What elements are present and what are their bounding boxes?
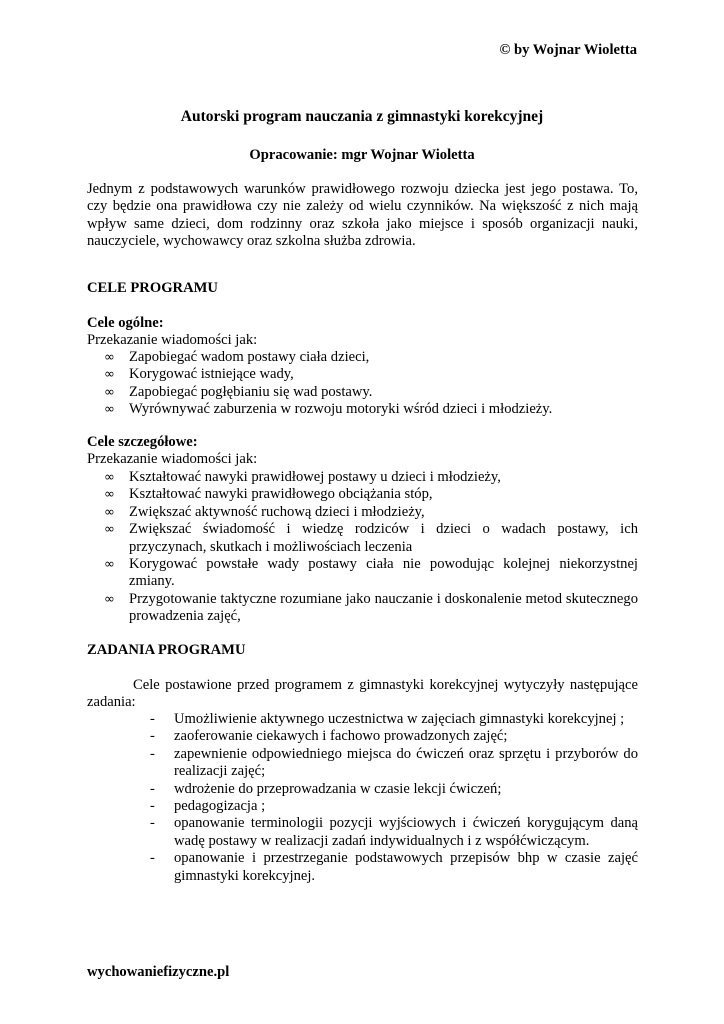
list-item: ∞ Kształtować nawyki prawidłowej postawy u dzieci i młodzieży, (104, 469, 501, 485)
infinity-bullet-icon: ∞ (104, 591, 115, 607)
infinity-bullet-icon: ∞ (104, 470, 115, 485)
infinity-bullet-icon: ∞ (104, 557, 115, 573)
list-item: - opanowanie i przestrzeganie podstawowych przepisów bhp w czasie zajęć gimnastyki korekcyjnej. (150, 850, 638, 884)
intro-paragraph: Jednym z podstawowych warunków prawidłowego rozwoju dziecka jest jego postawa. To, czy będzie ona prawidłowa czy nie zależy od wielu czynników. Na większość z nich mają wpływ same dzieci, dom rodzinny oraz szkoła jako miejsce i sposób organizacji nauki, nauczyciele, wychowawcy oraz szkolna służba zdrowia. (87, 181, 638, 250)
infinity-bullet-icon: ∞ (104, 367, 115, 383)
list-item: - zaoferowanie ciekawych i fachowo prowadzonych zajęć; (150, 728, 508, 745)
list-item: ∞ Korygować istniejące wady, (104, 366, 294, 383)
infinity-bullet-icon: ∞ (104, 487, 115, 503)
infinity-bullet-icon: ∞ (104, 522, 115, 538)
tasks-list (150, 711, 638, 885)
dash-bullet: - (150, 780, 155, 797)
list-item: ∞ Kształtować nawyki prawidłowego obciążania stóp, (104, 486, 433, 503)
specific-goals-lead: Przekazanie wiadomości jak: (87, 451, 258, 467)
dash-bullet: - (150, 850, 155, 867)
dash-bullet: - (150, 745, 155, 762)
copyright-notice: © by Wojnar Wioletta (499, 42, 637, 58)
list-item: ∞ Zapobiegać pogłębianiu się wad postawy. (104, 383, 373, 400)
list-item: - zapewnienie odpowiedniego miejsca do ćwiczeń oraz sprzętu i przyborów do realizacji zajęć; (150, 745, 638, 780)
dash-bullet: - (150, 711, 155, 727)
infinity-bullet-icon: ∞ (104, 402, 115, 418)
infinity-bullet-icon: ∞ (104, 384, 115, 400)
document-author: Opracowanie: mgr Wojnar Wioletta (249, 147, 475, 163)
specific-goals-list (104, 469, 638, 626)
list-item: ∞ Zapobiegać wadom postawy ciała dzieci, (104, 349, 370, 365)
list-item: ∞ Wyrównywać zaburzenia w rozwoju motoryki wśród dzieci i młodzieży. (104, 401, 553, 418)
tasks-intro-paragraph: Cele postawione przed programem z gimnastyki korekcyjnej wytyczyły następujące zadania: (87, 677, 638, 711)
specific-goals-title: Cele szczegółowe: (87, 434, 198, 450)
general-goals-list (104, 349, 638, 419)
dash-bullet: - (150, 815, 155, 832)
section-heading-tasks: ZADANIA PROGRAMU (87, 642, 246, 658)
list-item: - wdrożenie do przeprowadzania w czasie lekcji ćwiczeń; (150, 780, 502, 797)
list-item: - pedagogizacja ; (150, 798, 266, 815)
list-item: - opanowanie terminologii pozycji wyjściowych i ćwiczeń korygującym daną wadę postawy w realizacji zadań indywidualnych i z współćwiczącym. (150, 815, 638, 849)
dash-bullet: - (150, 728, 155, 745)
infinity-bullet-icon: ∞ (104, 504, 115, 520)
footer-site-name: wychowaniefizyczne.pl (87, 964, 230, 980)
list-item: ∞ Przygotowanie taktyczne rozumiane jako nauczanie i doskonalenie metod skutecznego prowadzenia zajęć, (104, 590, 638, 625)
dash-bullet: - (150, 798, 155, 815)
infinity-bullet-icon: ∞ (104, 350, 115, 365)
list-item: ∞ Korygować powstałe wady postawy ciała nie powodując kolejnej niekorzystnej zmiany. (104, 556, 638, 590)
list-item: ∞ Zwiększać świadomość i wiedzę rodziców i dzieci o wadach postawy, ich przyczynach, skutkach i możliwościach leczenia (104, 521, 638, 555)
document-title: Autorski program nauczania z gimnastyki korekcyjnej (180, 108, 544, 125)
list-item: - Umożliwienie aktywnego uczestnictwa w zajęciach gimnastyki korekcyjnej ; (150, 711, 625, 727)
general-goals-title: Cele ogólne: (87, 315, 164, 331)
general-goals-lead: Przekazanie wiadomości jak: (87, 332, 258, 348)
section-heading-goals: CELE PROGRAMU (87, 280, 218, 296)
list-item: ∞ Zwiększać aktywność ruchową dzieci i młodzieży, (104, 503, 425, 520)
